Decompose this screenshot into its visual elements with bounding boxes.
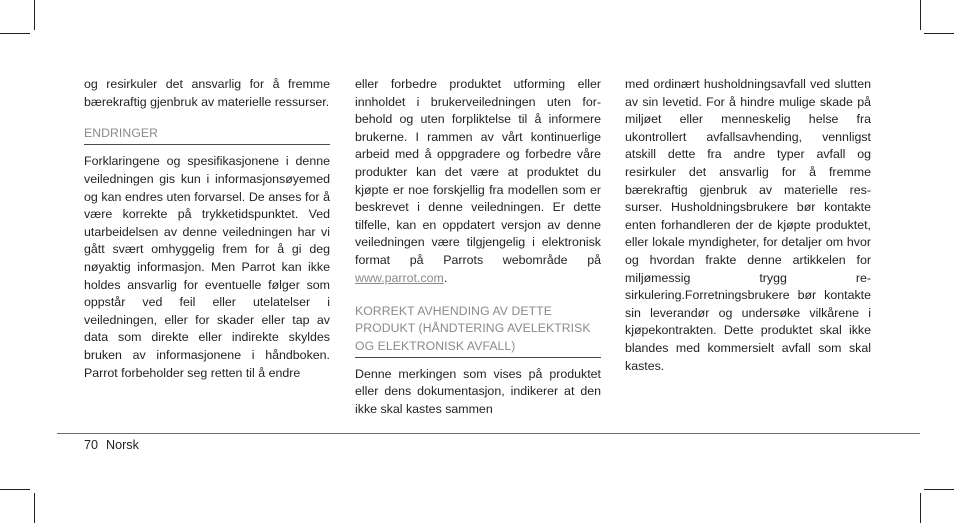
section-heading-endringer: ENDRINGER: [84, 125, 330, 145]
crop-mark: [920, 493, 921, 523]
crop-mark: [0, 33, 30, 34]
crop-mark: [920, 0, 921, 30]
section-heading-disposal: KORREKT AVHENDING AV DETTE PRODUKT (HÅNDTERING AVELEKTRISK OG ELEKTRONISK AVFALL): [355, 303, 601, 358]
footer-language: Norsk: [106, 438, 139, 452]
crop-mark: [924, 489, 954, 490]
page-number: 70: [84, 438, 99, 452]
footer: [84, 437, 147, 454]
paragraph-end: .: [443, 270, 448, 285]
crop-mark: [924, 33, 954, 34]
paragraph: og resirkuler det ansvarlig for å fremme bærekraftig gjenbruk av materielle ressurser.: [84, 77, 330, 109]
paragraph: [355, 76, 601, 287]
text-column-3: [625, 76, 871, 375]
footer-divider: [57, 433, 920, 434]
website-link[interactable]: www.parrot.com: [355, 270, 444, 285]
paragraph: Forklaringene og spesifikasjonene i denne veiledningen gis kun i informasjonsøyemed og kan endres uten forvarsel. De anses for å være korrekte på trykketidspunktet. Ved utarbeidelsen av denne veiledningen har vi gått svært omhyggelig frem for å gi deg nøyaktig informasjon. Men Parrot kan ikke holdes ansvarlig for eventuelle følger som oppstår ved feil eller utelatelser i veiledningen, eller for skader eller tap av data som direkte eller indirekte skyldes bruken av informasjonene i håndboken. Parrot forbeholder seg retten til å endre: [84, 154, 330, 380]
paragraph: Denne merkingen som vises på produktet eller dens dokumentasjon, indikerer at den ikke skal kastes sammen: [355, 366, 601, 416]
crop-mark: [34, 493, 35, 523]
text-column-2: [355, 76, 601, 419]
crop-mark: [34, 0, 35, 30]
crop-mark: [0, 489, 30, 490]
text-column-1: [84, 76, 330, 382]
paragraph-text: eller forbedre produktet utforming eller innholdet i brukerveiledningen uten forbehold og uten forpliktelse til å informere brukerne. I rammen av vårt kontinuerlige arbeid med å oppgradere og forbedre våre produkter kan det være at produktet du kjøpte er noe forskjellig fra modellen som er beskrevet i denne veiledningen. Er dette tilfelle, kan en oppdatert versjon av denne veiledningen være tilgjengelig i elektronisk format på Parrots webområde på: [355, 77, 601, 267]
paragraph: med ordinært husholdningsavfall ved slutten av sin levetid. For å hindre mulige skade på miljøet eller menneskelig helse fra ukontrollert avfallsavhending, vennligst atskill dette fra andre typer avfall og resirkuler det ansvarlig for å fremme bærekraftig gjenbruk av materielle res-surser. Husholdningsbrukere bør kontakte enten forhandleren der de kjøpte produktet, eller lokale myndigheter, for detaljer om hvor og hvordan frakte denne artikkelen for miljømessig trygg resirkulering.Forretningsbrukere bør kontakte sin leverandør og undersøke vilkårene i kjøpekontrakten. Dette produktet skal ikke blandes med kommersielt avfall som skal kastes.: [625, 77, 871, 373]
